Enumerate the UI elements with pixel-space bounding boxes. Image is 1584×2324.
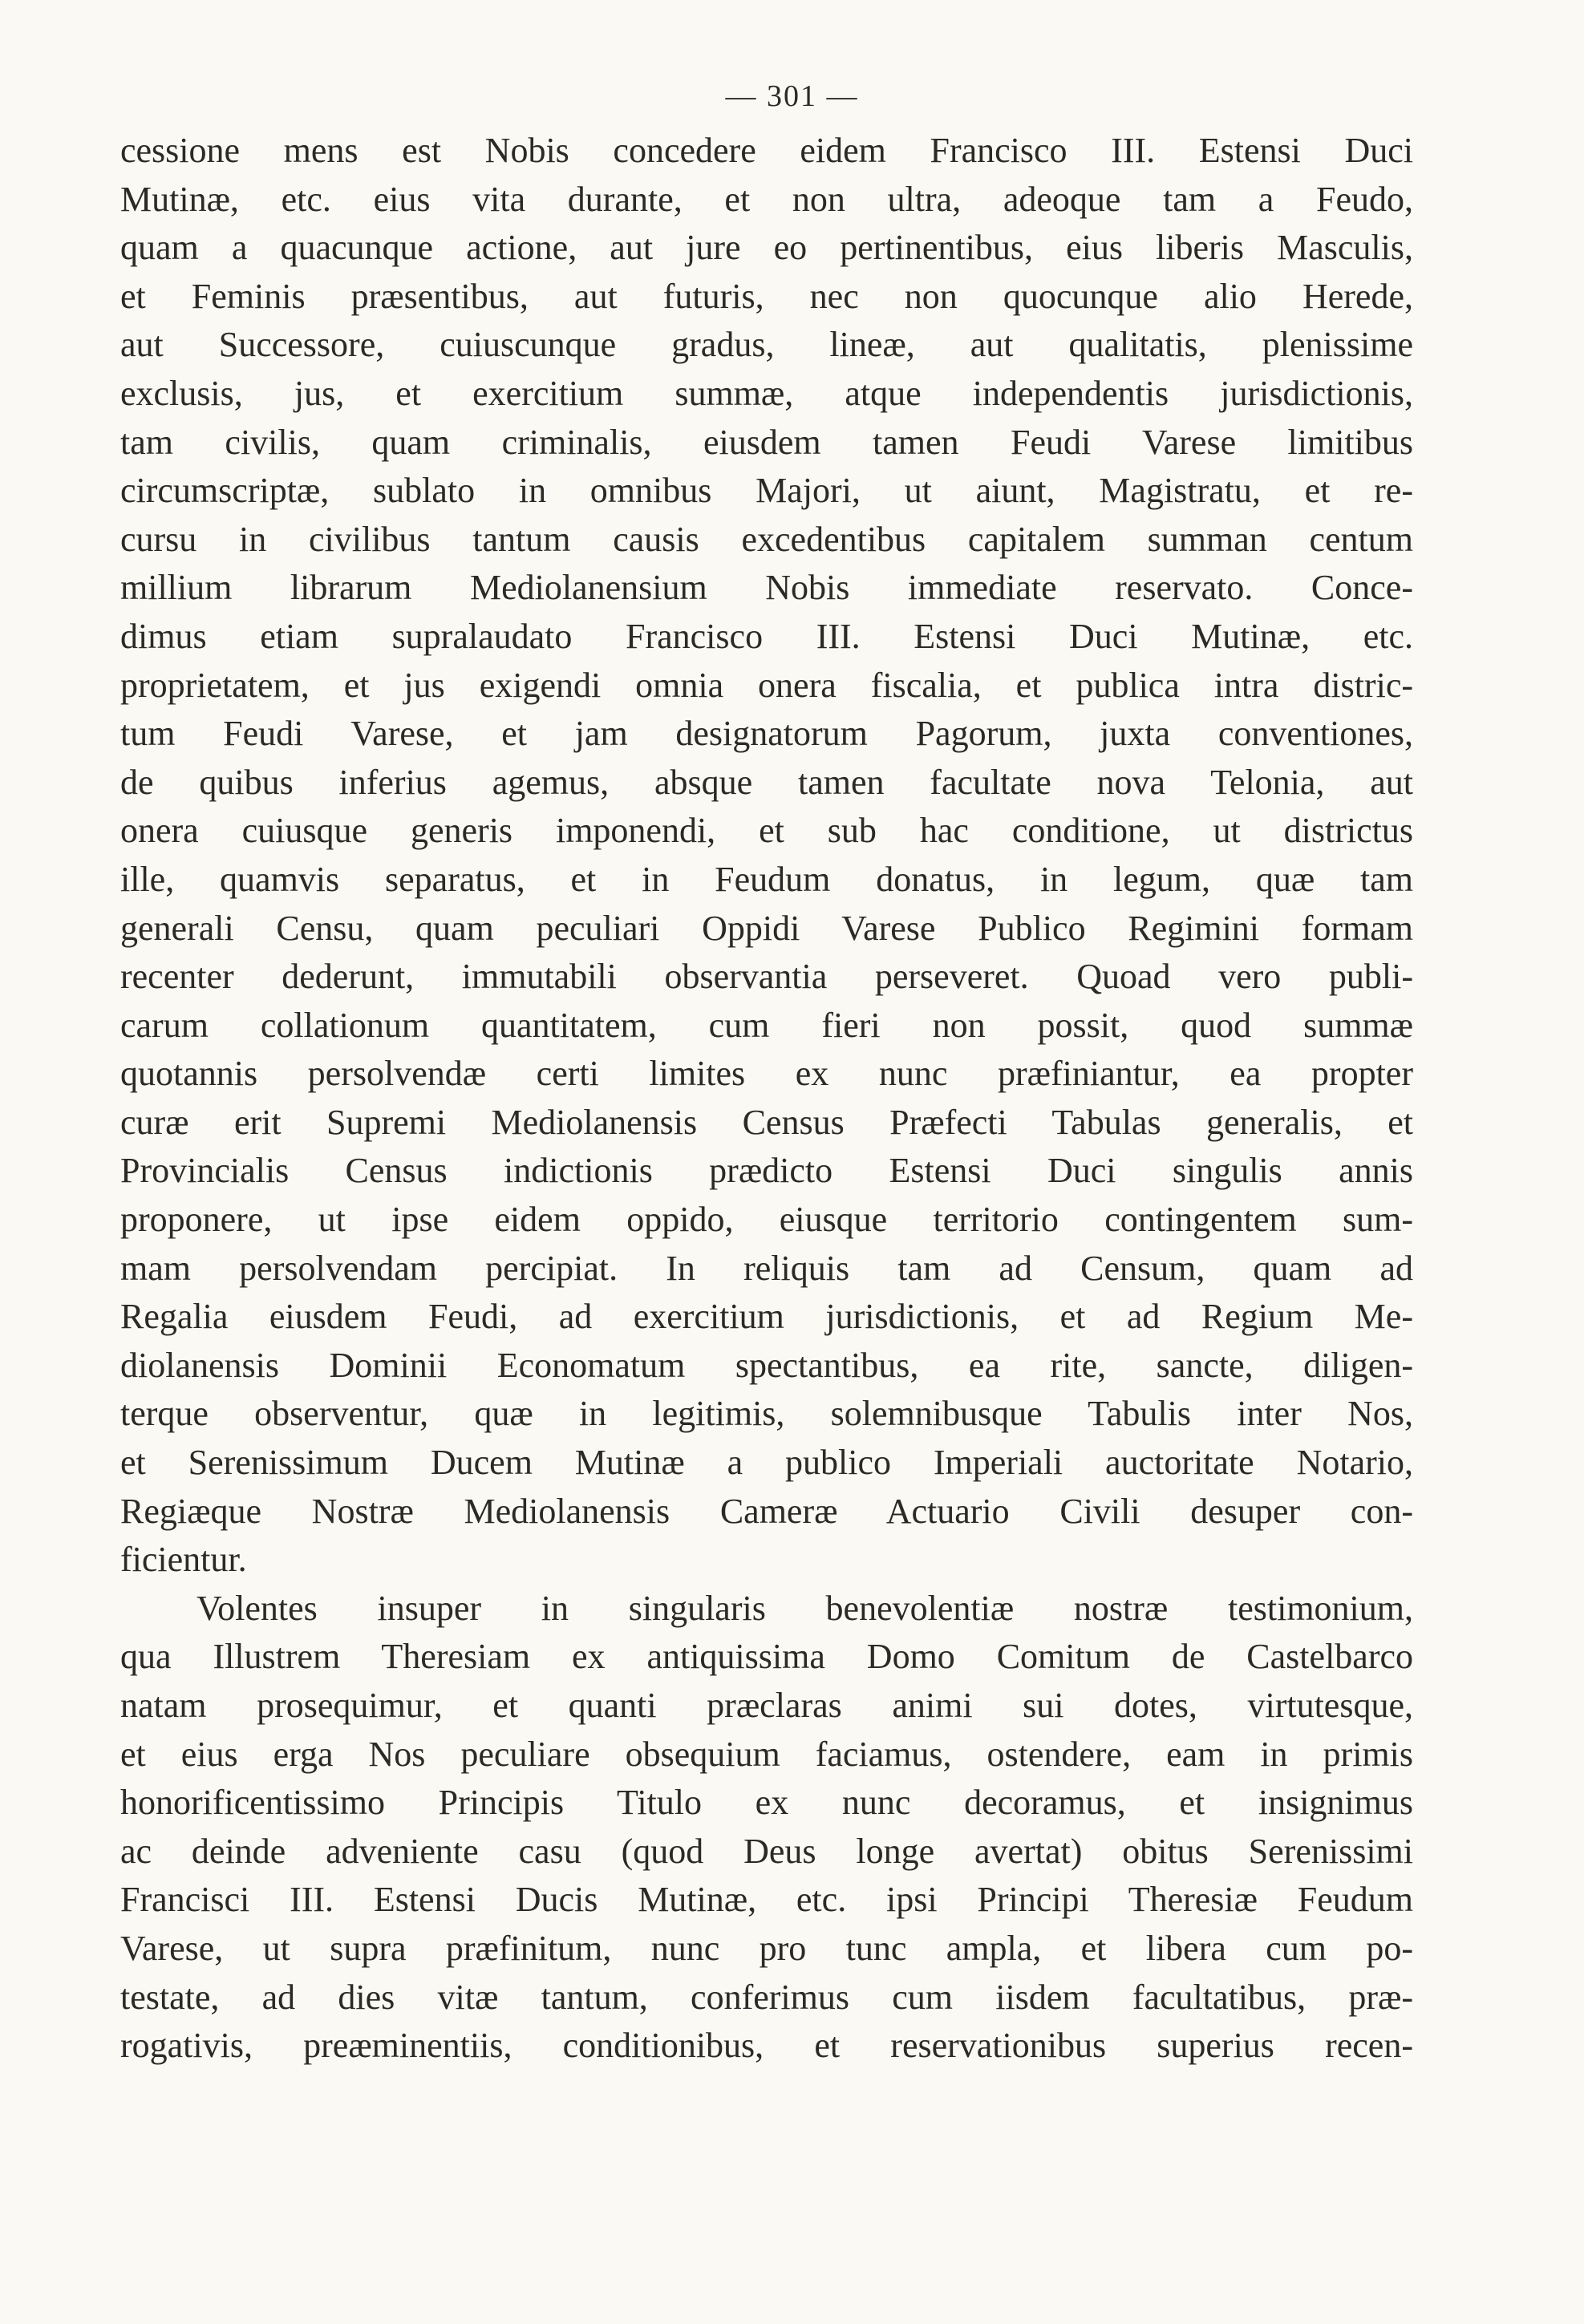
text-line: testate, ad dies vitæ tantum, conferimus cum iisdem facultatibus, præ- — [120, 1977, 1413, 2017]
text-line: proprietatem, et jus exigendi omnia onera fiscalia, et publica intra distric- — [120, 665, 1413, 705]
text-line: natam prosequimur, et quanti præclaras animi sui dotes, virtutesque, — [120, 1686, 1413, 1725]
text-line: quotannis persolvendæ certi limites ex nunc præfiniantur, ea propter — [120, 1054, 1413, 1094]
text-line: curæ erit Supremi Mediolanensis Census Præfecti Tabulas generalis, et — [120, 1102, 1413, 1142]
text-line: generali Censu, quam peculiari Oppidi Varese Publico Regimini formam — [120, 908, 1413, 948]
text-line: et Feminis præsentibus, aut futuris, nec non quocunque alio Herede, — [120, 276, 1413, 316]
text-line: qua Illustrem Theresiam ex antiquissima Domo Comitum de Castelbarco — [120, 1637, 1413, 1677]
text-line: ille, quamvis separatus, et in Feudum donatus, in legum, quæ tam — [120, 859, 1413, 899]
text-line: tam civilis, quam criminalis, eiusdem tamen Feudi Varese limitibus — [120, 422, 1413, 462]
text-line: diolanensis Dominii Economatum spectantibus, ea rite, sancte, diligen- — [120, 1345, 1413, 1385]
text-line: et eius erga Nos peculiare obsequium faciamus, ostendere, eam in primis — [120, 1734, 1413, 1774]
text-line: rogativis, preæminentiis, conditionibus, et reservationibus superius recen- — [120, 2026, 1413, 2066]
text-line: de quibus inferius agemus, absque tamen facultate nova Telonia, aut — [120, 762, 1413, 802]
text-line: terque observentur, quæ in legitimis, solemnibusque Tabulis inter Nos, — [120, 1394, 1413, 1434]
text-line: onera cuiusque generis imponendi, et sub hac conditione, ut districtus — [120, 811, 1413, 851]
text-line: cessione mens est Nobis concedere eidem Francisco III. Estensi Duci — [120, 131, 1413, 170]
text-line: millium librarum Mediolanensium Nobis immediate reservato. Conce- — [120, 568, 1413, 608]
text-line: Regalia eiusdem Feudi, ad exercitium jurisdictionis, et ad Regium Me- — [120, 1297, 1413, 1337]
text-line: circumscriptæ, sublato in omnibus Majori, ut aiunt, Magistratu, et re- — [120, 471, 1413, 511]
text-line: mam persolvendam percipiat. In reliquis tam ad Censum, quam ad — [120, 1248, 1413, 1288]
text-line: aut Successore, cuiuscunque gradus, lineæ, aut qualitatis, plenissime — [120, 325, 1413, 365]
page-number: — 301 — — [725, 79, 859, 113]
text-line: exclusis, jus, et exercitium summæ, atque independentis jurisdictionis, — [120, 373, 1413, 413]
text-line: Regiæque Nostræ Mediolanensis Cameræ Actuario Civili desuper con- — [120, 1491, 1413, 1531]
text-line: cursu in civilibus tantum causis excedentibus capitalem summan centum — [120, 519, 1413, 559]
text-line: honorificentissimo Principis Titulo ex nunc decoramus, et insignimus — [120, 1783, 1413, 1823]
text-line: recenter dederunt, immutabili observantia perseveret. Quoad vero publi- — [120, 957, 1413, 997]
text-line: proponere, ut ipse eidem oppido, eiusque territorio contingentem sum- — [120, 1200, 1413, 1240]
text-line: Francisci III. Estensi Ducis Mutinæ, etc. ipsi Principi Theresiæ Feudum — [120, 1880, 1413, 1920]
text-line: dimus etiam supralaudato Francisco III. Estensi Duci Mutinæ, etc. — [120, 616, 1413, 656]
text-line: et Serenissimum Ducem Mutinæ a publico Imperiali auctoritate Notario, — [120, 1443, 1413, 1483]
text-line: tum Feudi Varese, et jam designatorum Pagorum, juxta conventiones, — [120, 714, 1413, 754]
text-line: ac deinde adveniente casu (quod Deus longe avertat) obitus Serenissimi — [120, 1831, 1413, 1871]
text-line: Varese, ut supra præfinitum, nunc pro tunc ampla, et libera cum po- — [120, 1928, 1413, 1968]
text-line: Volentes insuper in singularis benevolentiæ nostræ testimonium, — [196, 1588, 1413, 1628]
text-line: Mutinæ, etc. eius vita durante, et non ultra, adeoque tam a Feudo, — [120, 179, 1413, 219]
text-line: Provincialis Census indictionis prædicto Estensi Duci singulis annis — [120, 1151, 1413, 1191]
text-line: quam a quacunque actione, aut jure eo pertinentibus, eius liberis Masculis, — [120, 228, 1413, 268]
text-line: ficientur. — [120, 1540, 247, 1580]
text-line: carum collationum quantitatem, cum fieri non possit, quod summæ — [120, 1005, 1413, 1045]
document-body — [120, 127, 1413, 2071]
